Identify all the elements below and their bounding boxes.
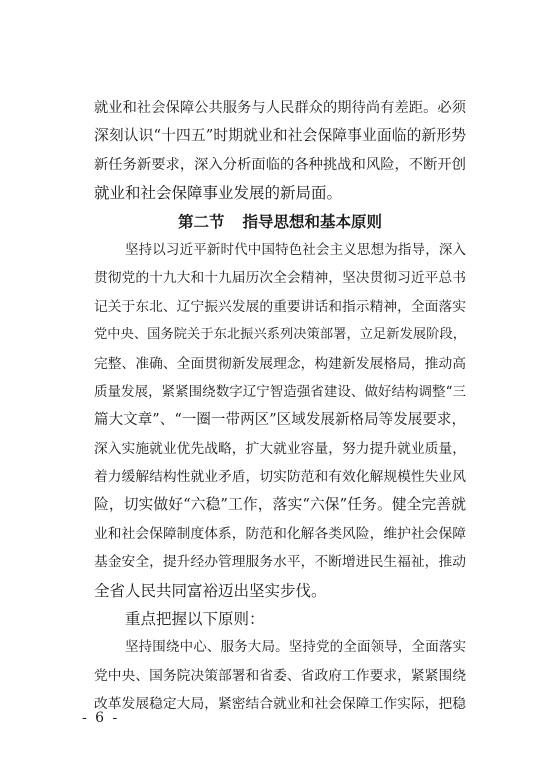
page-number: - 6 - [82,710,120,726]
text-line: 险，切实做好“六稳”工作，落实“六保”任务。健全完善就 [94,496,466,514]
text-line: 深刻认识“十四五”时期就业和社会保障事业面临的新形势 [94,127,466,145]
text-line: 记关于东北、辽宁振兴发展的重要讲话和指示精神，全面落实 [94,298,466,315]
text-line: 重点把握以下原则： [125,610,265,629]
text-line: 坚持围绕中心、服务大局。坚持党的全面领导，全面落实 [125,639,466,656]
text-line: 基金安全，提升经办管理服务水平，不断增进民生福祉，推动 [94,554,466,571]
text-line: 就业和社会保障公共服务与人民群众的期待尚有差距。必须 [94,100,466,116]
text-line: 新任务新要求，深入分析面临的各种挑战和风险，不断开创 [94,156,466,173]
text-line: 改革发展稳定大局，紧密结合就业和社会保障工作实际，把稳 [94,696,466,713]
text-line: 着力缓解结构性就业矛盾，切实防范和有效化解规模性失业风 [94,469,466,486]
paragraph-principles-intro [94,605,466,633]
paragraph-guiding-ideology [94,236,466,605]
text-line: 坚持以习近平新时代中国特色社会主义思想为指导，深入 [125,241,466,258]
text-line: 就业和社会保障事业发展的新局面。 [94,184,343,203]
document-body [94,94,466,719]
section-number: 第二节 [177,212,225,231]
text-line: 党中央、国务院决策部署和省委、省政府工作要求，紧紧围绕 [94,667,466,684]
section-title: 指导思想和基本原则 [242,212,383,231]
text-line: 篇大文章”、“一圈一带两区”区域发展新格局等发展要求， [94,412,466,429]
text-line: 深入实施就业优先战略，扩大就业容量，努力提升就业质量， [94,440,466,457]
text-line: 党中央、国务院关于东北振兴系列决策部署，立足新发展阶段， [94,327,466,343]
section-heading [94,208,466,236]
text-line: 业和社会保障制度体系，防范和化解各类风险，维护社会保障 [94,525,466,542]
paragraph-intro-continuation [94,94,466,208]
text-line: 全省人民共同富裕迈出坚实步伐。 [94,581,327,600]
text-line: 贯彻党的十九大和十九届历次全会精神，坚决贯彻习近平总书 [94,270,466,287]
text-line: 质量发展，紧紧围绕数字辽宁智造强省建设、做好结构调整“三 [94,383,466,400]
text-line: 完整、准确、全面贯彻新发展理念，构建新发展格局，推动高 [94,355,466,372]
paragraph-principle-one [94,633,466,718]
